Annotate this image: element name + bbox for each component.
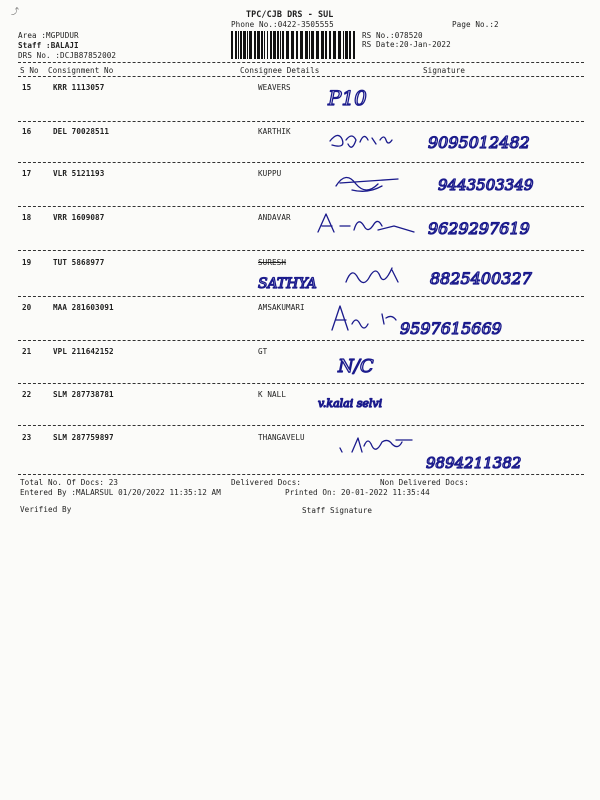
rs-date: RS Date:20-Jan-2022 — [362, 40, 451, 49]
row-sno: 23 — [22, 433, 32, 442]
row-consignee: WEAVERS — [258, 83, 291, 92]
row-sno: 20 — [22, 303, 32, 312]
row-sno: 18 — [22, 213, 32, 222]
row-consignment: SLM 287738781 — [53, 390, 114, 399]
handwritten-sathya: SATHYA — [258, 276, 317, 292]
row-sno: 16 — [22, 127, 32, 136]
staff-signature-label: Staff Signature — [302, 506, 373, 515]
signature-scribble-17 — [336, 177, 398, 191]
row-sno: 21 — [22, 347, 32, 356]
printed-on: Printed On: 20-01-2022 11:35:44 — [285, 488, 430, 497]
signature-scribble-23 — [340, 438, 412, 452]
verified-by-label: Verified By — [20, 505, 72, 514]
rs-number: RS No.:078520 — [362, 31, 423, 40]
signature-scribble-19 — [346, 268, 398, 283]
entered-by: Entered By :MALARSUL 01/20/2022 11:35:12 AM — [20, 488, 221, 497]
signature-scribble-20 — [332, 306, 396, 330]
row-consignment: VLR 5121193 — [53, 169, 105, 178]
handwritten-phone-17: 9443503349 — [438, 176, 534, 194]
col-sno-header: S No — [20, 66, 39, 75]
row-consignee: SURESH — [258, 258, 287, 267]
handwritten-phone-16: 9095012482 — [428, 133, 530, 152]
phone-number: Phone No.:0422-3505555 — [231, 20, 334, 29]
row-consignment: VPL 211642152 — [53, 347, 114, 356]
handwritten-phone-20: 9597615669 — [400, 319, 502, 338]
report-title: TPC/CJB DRS - SUL — [246, 9, 334, 19]
handwritten-p10: P10 — [328, 86, 367, 110]
total-docs: Total No. Of Docs: 23 — [20, 478, 119, 487]
row-consignment: VRR 1609087 — [53, 213, 105, 222]
row-consignee: GT — [258, 347, 268, 356]
row-consignee: K NALL — [258, 390, 287, 399]
row-consignment: KRR 1113057 — [53, 83, 105, 92]
col-signature-header: Signature — [423, 66, 466, 75]
handwritten-kalai-selvi: v.kalai selvi — [318, 397, 383, 410]
col-consignment-header: Consignment No — [48, 66, 114, 75]
row-consignment: MAA 281603091 — [53, 303, 114, 312]
row-sno: 19 — [22, 258, 32, 267]
row-consignee: AMSAKUMARI — [258, 303, 305, 312]
row-consignment: DEL 70028511 — [53, 127, 110, 136]
corner-mark: ⤴ — [11, 7, 20, 16]
non-delivered-docs: Non Delivered Docs: — [380, 478, 469, 487]
row-sno: 17 — [22, 169, 32, 178]
handwritten-phone-23: 9894211382 — [426, 454, 522, 472]
row-consignment: SLM 287759897 — [53, 433, 114, 442]
row-consignee: THANGAVELU — [258, 433, 305, 442]
page-number: Page No.:2 — [452, 20, 499, 29]
row-consignee: KUPPU — [258, 169, 282, 178]
staff-label: Staff :BALAJI — [18, 41, 79, 50]
handwritten-phone-18: 9629297619 — [428, 219, 530, 238]
row-consignee: KARTHIK — [258, 127, 291, 136]
drs-number: DRS No. :DCJB87852002 — [18, 51, 117, 60]
col-consignee-header: Consignee Details — [240, 66, 320, 75]
handwritten-nc: N/C — [338, 356, 374, 377]
row-sno: 22 — [22, 390, 32, 399]
row-consignee: ANDAVAR — [258, 213, 291, 222]
row-consignment: TUT 5868977 — [53, 258, 105, 267]
delivered-docs: Delivered Docs: — [231, 478, 302, 487]
row-sno: 15 — [22, 83, 32, 92]
handwritten-phone-19: 8825400327 — [430, 269, 532, 288]
area-label: Area :MGPUDUR — [18, 31, 79, 40]
signature-scribble-18 — [318, 214, 414, 232]
signature-scribble-16 — [330, 135, 392, 147]
